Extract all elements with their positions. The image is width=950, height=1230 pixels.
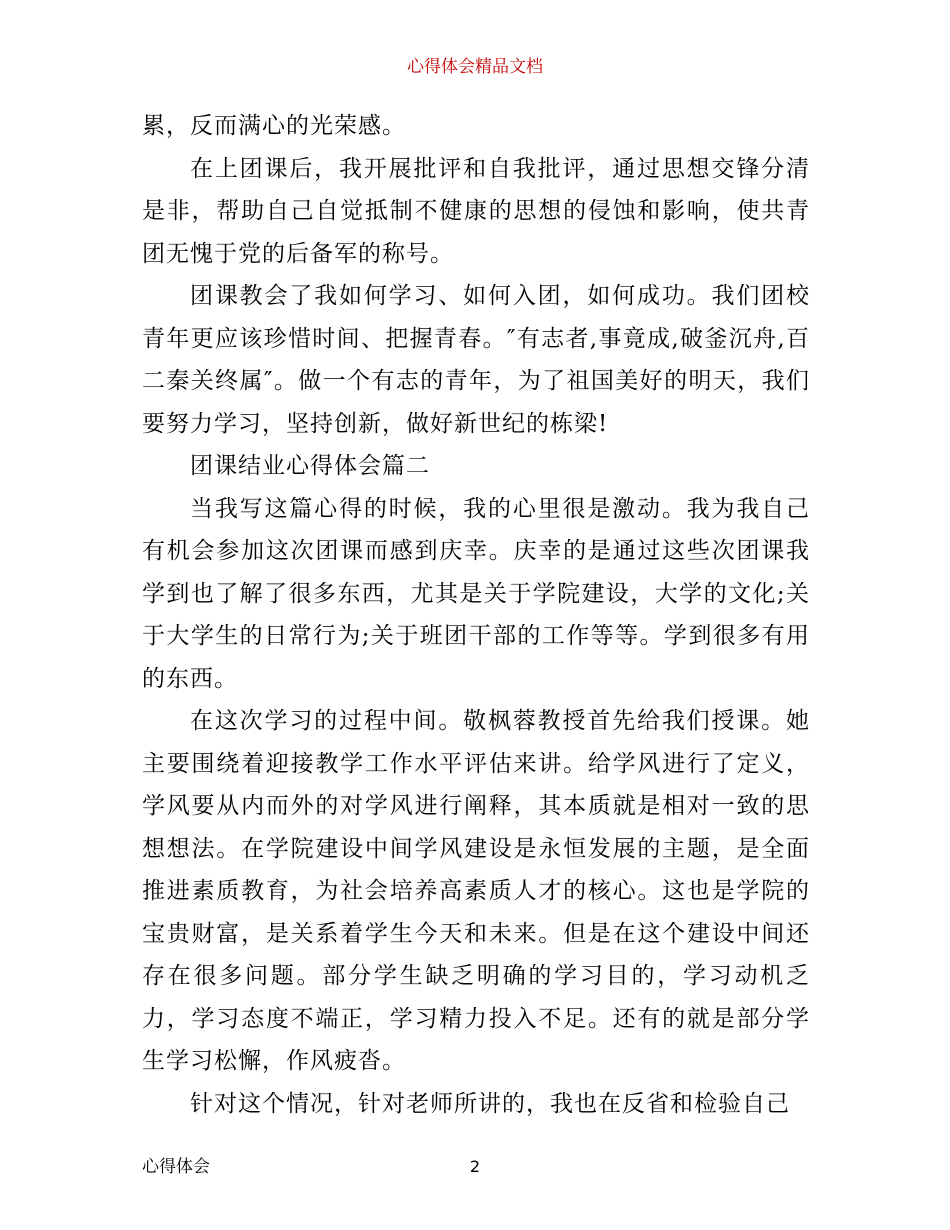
footer-label: 心得体会 [142, 1157, 210, 1177]
paragraph: 团课教会了我如何学习、如何入团，如何成功。我们团校青年更应该珍惜时间、把握青春。″有志者,事竟成,破釜沉舟,百二秦关终属″。做一个有志的青年，为了祖国美好的明天，我们要努力学习，坚持创新，做好新世纪的栋梁! [142, 283, 810, 437]
section-heading: 团课结业心得体会篇二 [190, 453, 430, 479]
page-number: 2 [469, 1157, 481, 1176]
paragraph: 在上团课后，我开展批评和自我批评，通过思想交锋分清是非，帮助自己自觉抵制不健康的思想的侵蚀和影响，使共青团无愧于党的后备军的称号。 [142, 155, 810, 267]
paragraph: 针对这个情况，针对老师所讲的，我也在反省和检验自己 [190, 1090, 790, 1117]
document-body [142, 105, 810, 1125]
page-header-title: 心得体会精品文档 [407, 57, 543, 77]
paragraph: 当我写这篇心得的时候，我的心里很是激动。我为我自己有机会参加这次团课而感到庆幸。庆幸的是通过这些次团课我学到也了解了很多东西，尤其是关于学院建设，大学的文化;关于大学生的日常行为;关于班团干部的工作等等。学到很多有用的东西。 [142, 495, 810, 692]
paragraph-continuation: 累，反而满心的光荣感。 [142, 113, 406, 139]
paragraph: 在这次学习的过程中间。敬枫蓉教授首先给我们授课。她主要围绕着迎接教学工作水平评估来讲。给学风进行了定义，学风要从内而外的对学风进行阐释，其本质就是相对一致的思想想法。在学院建设中间学风建设是永恒发展的主题，是全面推进素质教育，为社会培养高素质人才的核心。这也是学院的宝贵财富，是关系着学生今天和未来。但是在这个建设中间还存在很多问题。部分学生缺乏明确的学习目的，学习动机乏力，学习态度不端正，学习精力投入不足。还有的就是部分学生学习松懈，作风疲沓。 [142, 708, 810, 1074]
